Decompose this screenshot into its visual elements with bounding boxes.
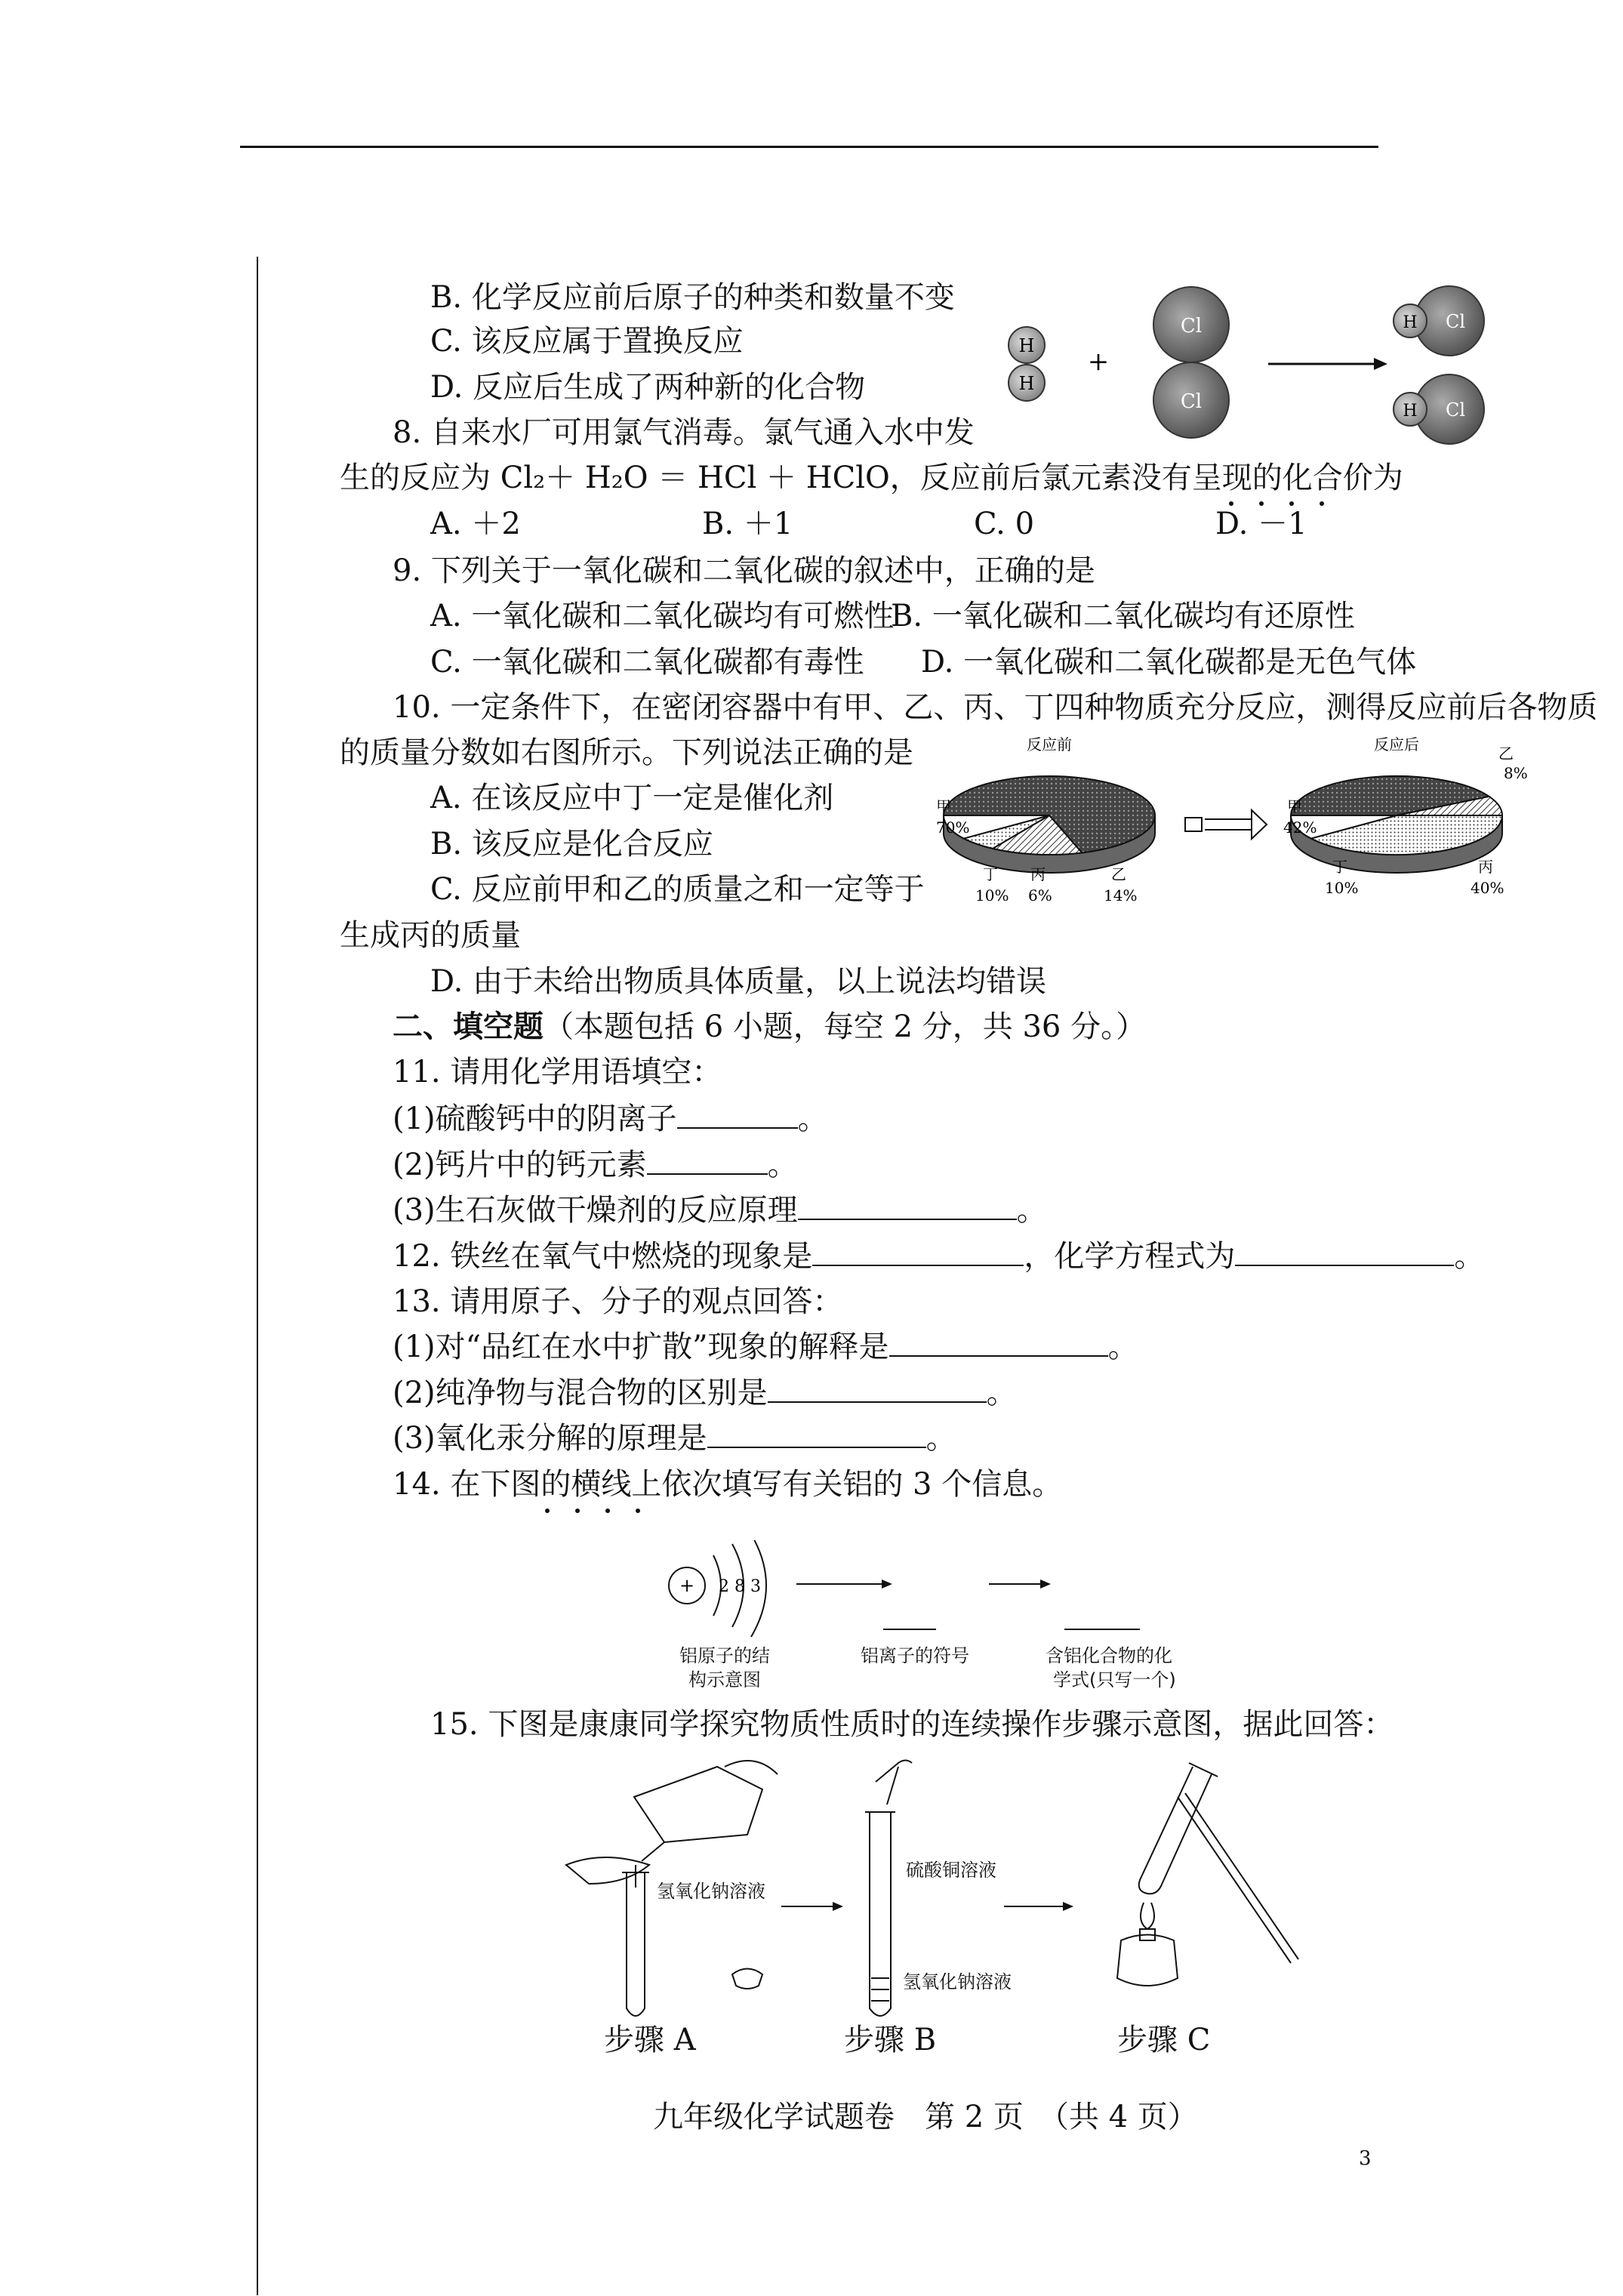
q9-stem: 9. 下列关于一氧化碳和二氧化碳的叙述中，正确的是 <box>393 553 1095 588</box>
q11-part3-blank[interactable] <box>798 1196 1017 1220</box>
pie-after-bing: 丙 <box>1478 858 1493 876</box>
q11-part1-blank[interactable] <box>677 1105 798 1129</box>
q7-option-c: C. 该反应属于置换反应 <box>430 324 744 359</box>
q8-option-b: B. ＋1 <box>702 507 793 541</box>
q9-option-c: C. 一氧化碳和二氧化碳都有毒性 <box>430 645 864 680</box>
q15-step-a: 步骤 A <box>604 2023 696 2057</box>
pie-after-jia: 甲 <box>1287 797 1302 815</box>
top-rule <box>240 146 1378 148</box>
svg-text:Cl: Cl <box>1445 311 1466 332</box>
left-margin-line <box>257 257 258 2295</box>
q13-part1 <box>393 1329 1138 1365</box>
arrow-1 <box>796 1579 892 1589</box>
pie-after-title: 反应后 <box>1374 736 1419 754</box>
q13-part2-text: (2)纯净物与混合物的区别是 <box>393 1376 768 1410</box>
q11-part3-end: 。 <box>1016 1193 1047 1228</box>
q15-step-c: 步骤 C <box>1117 2023 1211 2057</box>
q14-caption-2: 铝离子的符号 <box>861 1645 969 1666</box>
q11-part1 <box>393 1101 828 1137</box>
h-atom-2 <box>1009 365 1045 401</box>
svg-text:H: H <box>1018 335 1035 356</box>
svg-text:H: H <box>1018 373 1035 394</box>
step-c-illustration <box>1117 1763 1298 1986</box>
svg-text:Cl: Cl <box>1180 390 1203 413</box>
arrow-b-c <box>1004 1902 1073 1911</box>
pie-before <box>944 776 1155 873</box>
plus-sign: + <box>1087 347 1110 377</box>
q8-option-d: D. －1 <box>1215 507 1307 541</box>
q14-caption-1b: 构示意图 <box>688 1669 761 1690</box>
pie-after-jia-pct: 42% <box>1283 818 1317 837</box>
q11-part1-text: (1)硫酸钙中的阴离子 <box>393 1102 677 1136</box>
q7-option-b: B. 化学反应前后原子的种类和数量不变 <box>430 280 955 315</box>
h-atom-1 <box>1009 327 1045 363</box>
q12-blank-2[interactable] <box>1235 1242 1454 1266</box>
q13-part3-text: (3)氧化汞分解的原理是 <box>393 1421 707 1456</box>
q13-part3-end: 。 <box>925 1421 956 1456</box>
pie-after-ding: 丁 <box>1332 858 1347 876</box>
q10-option-c: C. 反应前甲和乙的质量之和一定等于 <box>430 872 925 907</box>
pie-before-ding: 丁 <box>983 865 998 883</box>
q13-part1-end: 。 <box>1107 1330 1138 1364</box>
arrow-a-b <box>781 1902 843 1911</box>
pie-after <box>1291 776 1502 873</box>
q11-part3 <box>393 1192 1047 1228</box>
q8-line1: 8. 自来水厂可用氯气消毒。氯气通入水中发 <box>393 415 975 450</box>
section2-note: （本题包括 6 小题，每空 2 分，共 36 分。） <box>544 1009 1147 1044</box>
q14-caption-3a: 含铝化合物的化 <box>1046 1645 1172 1666</box>
electron-counts: 2 8 3 <box>719 1577 761 1596</box>
q9-option-a: A. 一氧化碳和二氧化碳均有可燃性 <box>430 599 895 633</box>
q8-line2: 生的反应为 Cl₂＋ H₂O ＝ HCl ＋ HClO，反应前后氯元素没有呈现的化合价为 <box>340 461 1403 495</box>
q13-part2 <box>393 1375 1017 1411</box>
q10-line1: 10. 一定条件下，在密闭容器中有甲、乙、丙、丁四种物质充分反应，测得反应前后各物质 <box>393 690 1598 725</box>
arrow-2 <box>989 1579 1051 1589</box>
section2-heading <box>393 1009 1146 1045</box>
q10-option-b: B. 该反应是化合反应 <box>430 827 713 861</box>
q10-pie-charts <box>936 736 1532 910</box>
q9-option-d: D. 一氧化碳和二氧化碳都是无色气体 <box>921 645 1417 680</box>
q11-part2-blank[interactable] <box>647 1151 768 1175</box>
pie-before-jia: 甲 <box>936 797 951 815</box>
hcl-molecule-1 <box>1394 286 1484 356</box>
q8-option-c: C. 0 <box>974 507 1035 541</box>
pie-before-bing: 丙 <box>1030 865 1046 883</box>
q11-stem: 11. 请用化学用语填空： <box>393 1055 722 1089</box>
q15-label-cuso4: 硫酸铜溶液 <box>906 1860 996 1881</box>
pie-after-yi-pct: 8% <box>1504 764 1528 782</box>
q15-step-b: 步骤 B <box>844 2023 937 2057</box>
hcl-molecule-2 <box>1394 374 1484 444</box>
page-corner-number: 3 <box>1359 2147 1372 2170</box>
q14-stem: 14. 在下图的横线上依次填写有关铝的 3 个信息。 <box>393 1467 1063 1502</box>
q7-option-d: D. 反应后生成了两种新的化合物 <box>430 370 866 405</box>
q7-molecule-diagram <box>996 279 1525 476</box>
q14-caption-1a: 铝原子的结 <box>679 1645 770 1666</box>
pie-before-ding-pct: 10% <box>975 886 1009 905</box>
q11-part2 <box>393 1147 798 1183</box>
q13-part3 <box>393 1420 956 1456</box>
pie-before-yi: 乙 <box>1111 865 1126 883</box>
svg-text:H: H <box>1403 402 1418 421</box>
svg-text:Cl: Cl <box>1180 315 1203 337</box>
q15-label-naoh-2: 氢氧化钠溶液 <box>903 1971 1012 1992</box>
cl-atom-2 <box>1153 362 1229 438</box>
reaction-arrow <box>1268 358 1387 370</box>
svg-text:Cl: Cl <box>1445 399 1466 421</box>
pie-after-yi: 乙 <box>1498 744 1514 763</box>
q11-part1-end: 。 <box>797 1102 828 1136</box>
pie-before-bing-pct: 6% <box>1028 886 1052 905</box>
page-footer: 九年级化学试题卷 第 2 页 （共 4 页） <box>653 2100 1198 2134</box>
pie-before-title: 反应前 <box>1027 736 1072 754</box>
q15-label-naoh: 氢氧化钠溶液 <box>657 1881 765 1902</box>
q13-part2-end: 。 <box>986 1376 1017 1410</box>
q15-stem: 15. 下图是康康同学探究物质性质时的连续操作步骤示意图，据此回答： <box>430 1707 1394 1742</box>
q11-part2-end: 。 <box>767 1148 798 1182</box>
svg-text:H: H <box>1403 313 1418 332</box>
section2-title: 二、填空题 <box>393 1009 544 1044</box>
q9-option-b: B. 一氧化碳和二氧化碳均有还原性 <box>891 599 1355 633</box>
nucleus-charge: + <box>679 1575 695 1596</box>
q10-option-d: D. 由于未给出物质具体质量，以上说法均错误 <box>430 964 1047 999</box>
q13-part2-blank[interactable] <box>768 1379 987 1403</box>
q12-text-b: ，化学方程式为 <box>1024 1239 1236 1274</box>
q13-part1-blank[interactable] <box>889 1333 1108 1357</box>
q8-option-a: A. ＋2 <box>430 507 521 541</box>
q10-option-a: A. 在该反应中丁一定是催化剂 <box>430 781 834 815</box>
pie-after-ding-pct: 10% <box>1325 879 1359 897</box>
pie-after-bing-pct: 40% <box>1471 879 1504 897</box>
q12 <box>393 1238 1484 1274</box>
q12-end: 。 <box>1454 1239 1485 1274</box>
cl-atom-1 <box>1153 287 1229 362</box>
q13-part1-text: (1)对“品红在水中扩散”现象的解释是 <box>393 1330 889 1364</box>
pie-before-yi-pct: 14% <box>1104 886 1138 905</box>
q14-caption-3b: 学式(只写一个) <box>1053 1669 1176 1690</box>
q12-text-a: 12. 铁丝在氧气中燃烧的现象是 <box>393 1239 813 1274</box>
q13-stem: 13. 请用原子、分子的观点回答： <box>393 1284 843 1319</box>
q10-line2: 的质量分数如右图所示。下列说法正确的是 <box>340 735 913 770</box>
q10-option-c-cont: 生成丙的质量 <box>340 918 521 953</box>
q13-part3-blank[interactable] <box>707 1424 926 1448</box>
q11-part3-text: (3)生石灰做干燥剂的反应原理 <box>393 1193 798 1228</box>
q11-part2-text: (2)钙片中的钙元素 <box>393 1148 647 1182</box>
q12-blank-1[interactable] <box>812 1242 1024 1266</box>
pie-before-jia-pct: 70% <box>936 818 970 837</box>
pie-arrow <box>1185 810 1267 839</box>
